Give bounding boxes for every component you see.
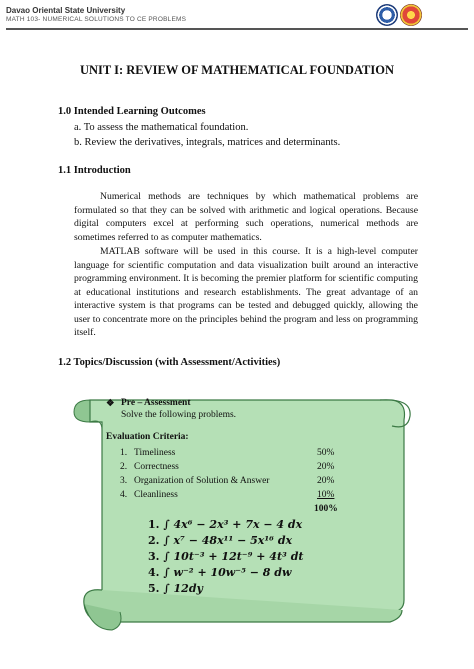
criteria-label: Timeliness (134, 448, 176, 458)
criteria-label: Organization of Solution & Answer (134, 476, 270, 486)
criteria-number: 1. (120, 448, 128, 458)
criteria-percent: 20% (317, 462, 335, 472)
criteria-number: 2. (120, 462, 128, 472)
problem-number: 1. (148, 518, 160, 531)
criteria-percent: 50% (317, 448, 335, 458)
criteria-row (120, 462, 360, 476)
criteria-number: 3. (120, 476, 128, 486)
criteria-number: 4. (120, 490, 128, 500)
section-1-1-heading: 1.1 Introduction (58, 165, 131, 176)
course-title: MATH 103- NUMERICAL SOLUTIONS TO CE PROBLEMS (6, 16, 187, 23)
problem-2 (148, 534, 292, 547)
problem-expression: ∫ 10t⁻³ + 12t⁻⁹ + 4t³ dt (163, 550, 304, 563)
section-1-0-heading: 1.0 Intended Learning Outcomes (58, 106, 206, 117)
criteria-row (120, 448, 360, 462)
section-1-2-heading: 1.2 Topics/Discussion (with Assessment/Activities) (58, 357, 281, 368)
problem-number: 4. (148, 566, 160, 579)
unit-title: UNIT I: REVIEW OF MATHEMATICAL FOUNDATION (79, 63, 395, 77)
criteria-label: Correctness (134, 462, 179, 472)
college-seal-logo (400, 4, 422, 26)
problem-number: 3. (148, 550, 160, 563)
problem-number: 2. (148, 534, 160, 547)
problem-expression: ∫ x⁷ − 48x¹¹ − 5x¹⁶ dx (163, 534, 293, 547)
problem-3 (148, 550, 303, 563)
assessment-scroll-banner (62, 390, 417, 638)
problem-5 (148, 582, 203, 595)
outcome-b: b. Review the derivatives, integrals, matrices and determinants. (74, 137, 341, 148)
criteria-total: 100% (314, 504, 338, 514)
assessment-instruction: Solve the following problems. (121, 410, 237, 420)
university-name: Davao Oriental State University (6, 6, 126, 15)
assessment-bullet-icon: ❖ (106, 399, 115, 409)
intro-paragraph-1: Numerical methods are techniques by which mathematical problems are formulated so that they can be solved with arithmetic and logical operations. Because digital computers excel at performing such operations, numerical methods are sometimes referred to as computer mathematics. (74, 191, 418, 243)
problem-number: 5. (148, 582, 160, 595)
criteria-percent: 10% (317, 490, 335, 500)
outcome-a: a. To assess the mathematical foundation. (74, 122, 249, 133)
problem-1 (148, 518, 302, 531)
problem-expression: ∫ 12dy (163, 582, 203, 595)
problem-4 (148, 566, 291, 579)
university-seal-logo (376, 4, 398, 26)
assessment-title: Pre – Assessment (121, 398, 191, 408)
criteria-row (120, 476, 360, 490)
problem-expression: ∫ 4x⁶ − 2x³ + 7x − 4 dx (163, 518, 303, 531)
criteria-heading: Evaluation Criteria: (106, 432, 189, 442)
header-divider (6, 28, 468, 30)
intro-paragraph-2: MATLAB software will be used in this course. It is a high-level computer language for scientific computation and data visualization built around an interactive programming environment. It is becoming the premier platform for scientific computing at educational institutions and research establishments. The great advantage of an interactive system is that programs can be tested and debugged quickly, allowing the user to concentrate more on the principles behind the program and less on programming itself. (74, 246, 418, 338)
criteria-row (120, 490, 360, 504)
criteria-label: Cleanliness (134, 490, 178, 500)
problem-expression: ∫ w⁻² + 10w⁻⁵ − 8 dw (163, 566, 292, 579)
criteria-percent: 20% (317, 476, 335, 486)
